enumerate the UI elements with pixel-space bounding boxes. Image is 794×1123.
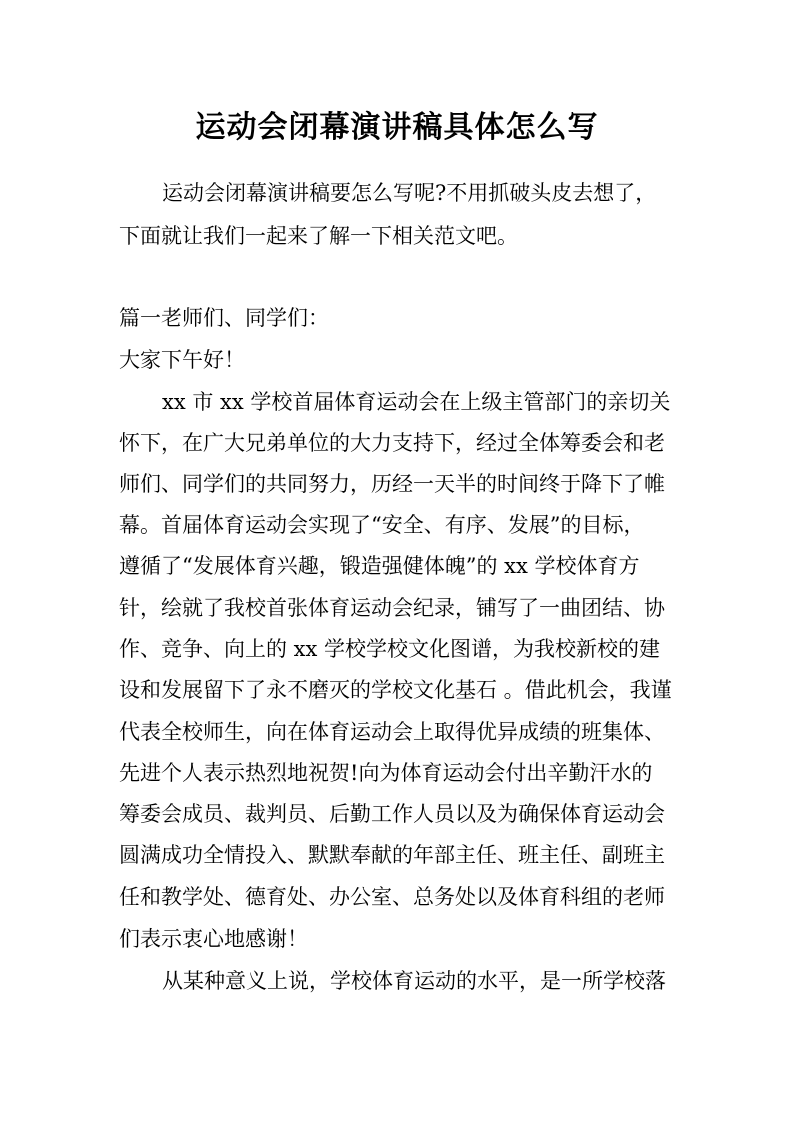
- body-line: 们表示衷心地感谢！: [119, 927, 308, 951]
- intro-line-1: 运动会闭幕演讲稿要怎么写呢?不用抓破头皮去想了，: [162, 181, 657, 205]
- body-line: 遵循了“发展体育兴趣，锻造强健体魄”的 xx 学校体育方: [119, 554, 640, 578]
- body-line: 怀下，在广大兄弟单位的大力支持下，经过全体筹委会和老: [119, 431, 665, 455]
- body-line: xx 市 xx 学校首届体育运动会在上级主管部门的亲切关: [162, 390, 671, 414]
- body-line: 师们、同学们的共同努力，历经一天半的时间终于降下了帷: [119, 472, 665, 496]
- body-line: 作、竞争、向上的 xx 学校学校文化图谱，为我校新校的建: [119, 637, 661, 661]
- body-line: 针，绘就了我校首张体育运动会纪录，铺写了一曲团结、协: [119, 596, 665, 620]
- body-line: 任和教学处、德育处、办公室、总务处以及体育科组的老师: [119, 885, 665, 909]
- document-title: 运动会闭幕演讲稿具体怎么写: [195, 110, 599, 145]
- body-line: 代表全校师生，向在体育运动会上取得优异成绩的班集体、: [119, 720, 665, 744]
- body-line: 设和发展留下了永不磨灭的学校文化基石 。借此机会，我谨: [119, 678, 672, 702]
- intro-line-2: 下面就让我们一起来了解一下相关范文吧。: [119, 224, 518, 248]
- body-line-last: 从某种意义上说，学校体育运动的水平，是一所学校落: [162, 969, 666, 993]
- section-heading: 篇一老师们、同学们：: [119, 306, 329, 330]
- body-line: 幕。首届体育运动会实现了“安全、有序、发展”的目标，: [119, 513, 645, 537]
- body-line: 先进个人表示热烈地祝贺!向为体育运动会付出辛勤汗水的: [119, 761, 653, 785]
- greeting: 大家下午好！: [119, 348, 245, 372]
- body-line: 圆满成功全情投入、默默奉献的年部主任、班主任、副班主: [119, 843, 665, 867]
- body-line: 筹委会成员、裁判员、后勤工作人员以及为确保体育运动会: [119, 802, 665, 826]
